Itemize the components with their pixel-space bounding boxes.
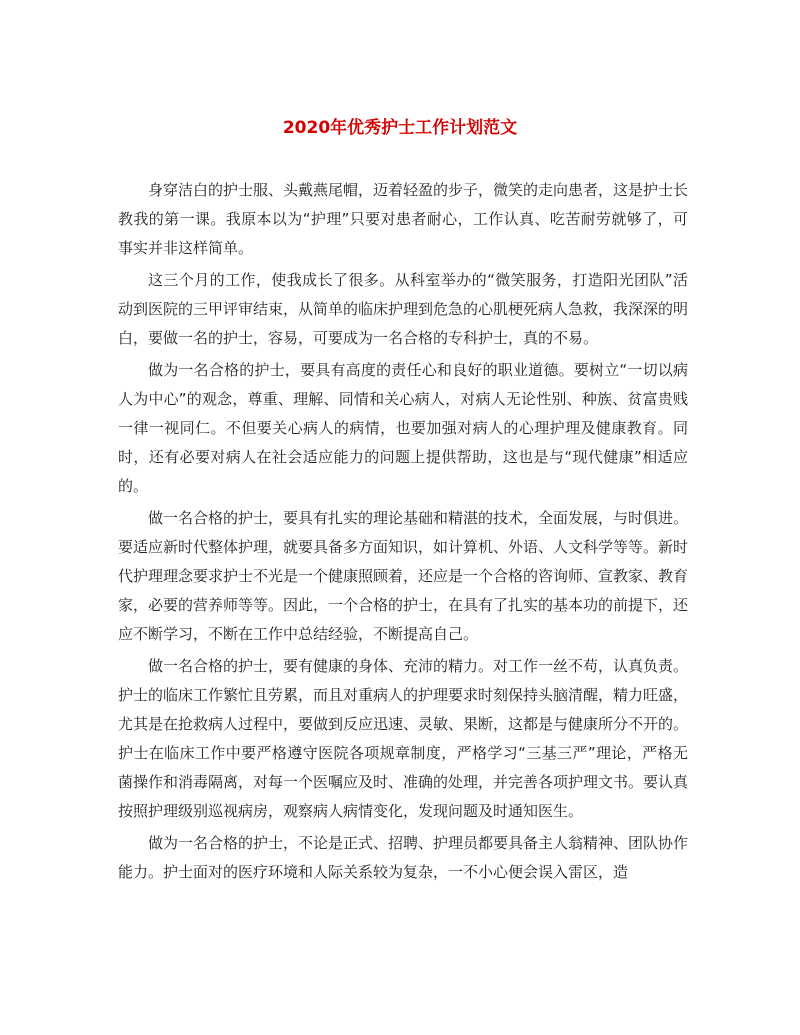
- paragraph-1: 身穿洁白的护士服、头戴燕尾帽，迈着轻盈的步子，微笑的走向患者，这是护士长教我的第一课。我原本以为“护理”只要对患者耐心，工作认真、吃苦耐劳就够了，可事实并非这样简单。: [118, 181, 689, 257]
- paragraph-5: 做一名合格的护士，要有健康的身体、充沛的精力。对工作一丝不苟，认真负责。护士的临床工作繁忙且劳累，而且对重病人的护理要求时刻保持头脑清醒，精力旺盛，尤其是在抢救病人过程中，要做到反应迅速、灵敏、果断，这都是与健康所分不开的。护士在临床工作中要严格遵守医院各项规章制度，严格学习“三基三严”理论，严格无菌操作和消毒隔离，对每一个医嘱应及时、准确的处理，并完善各项护理文书。要认真按照护理级别巡视病房，观察病人病情变化，发现问题及时通知医生。: [118, 657, 689, 820]
- document-title: 2020年优秀护士工作计划范文: [282, 118, 518, 138]
- paragraph-6: 做为一名合格的护士，不论是正式、招聘、护理员都要具备主人翁精神、团队协作能力。护士面对的医疗环境和人际关系较为复杂，一不小心便会误入雷区，造: [118, 834, 689, 881]
- document-body: [118, 176, 688, 887]
- paragraph-2: 这三个月的工作，使我成长了很多。从科室举办的“微笑服务，打造阳光团队”活动到医院的三甲评审结束，从简单的临床护理到危急的心肌梗死病人急救，我深深的明白，要做一名的护士，容易，可要成为一名合格的专科护士，真的不易。: [118, 271, 689, 347]
- paragraph-3: 做为一名合格的护士，要具有高度的责任心和良好的职业道德。要树立“一切以病人为中心”的观念，尊重、理解、同情和关心病人，对病人无论性别、种族、贫富贵贱一律一视同仁。不但要关心病人的病情，也要加强对病人的心理护理及健康教育。同时，还有必要对病人在社会适应能力的问题上提供帮助，这也是与“现代健康”相适应的。: [118, 361, 688, 495]
- paragraph-4: 做一名合格的护士，要具有扎实的理论基础和精湛的技术，全面发展，与时俱进。要适应新时代整体护理，就要具备多方面知识，如计算机、外语、人文科学等等。新时代护理理念要求护士不光是一个健康照顾着，还应是一个合格的咨询师、宣教家、教育家，必要的营养师等等。因此，一个合格的护士，在具有了扎实的基本功的前提下，还应不断学习，不断在工作中总结经验，不断提高自己。: [118, 509, 689, 643]
